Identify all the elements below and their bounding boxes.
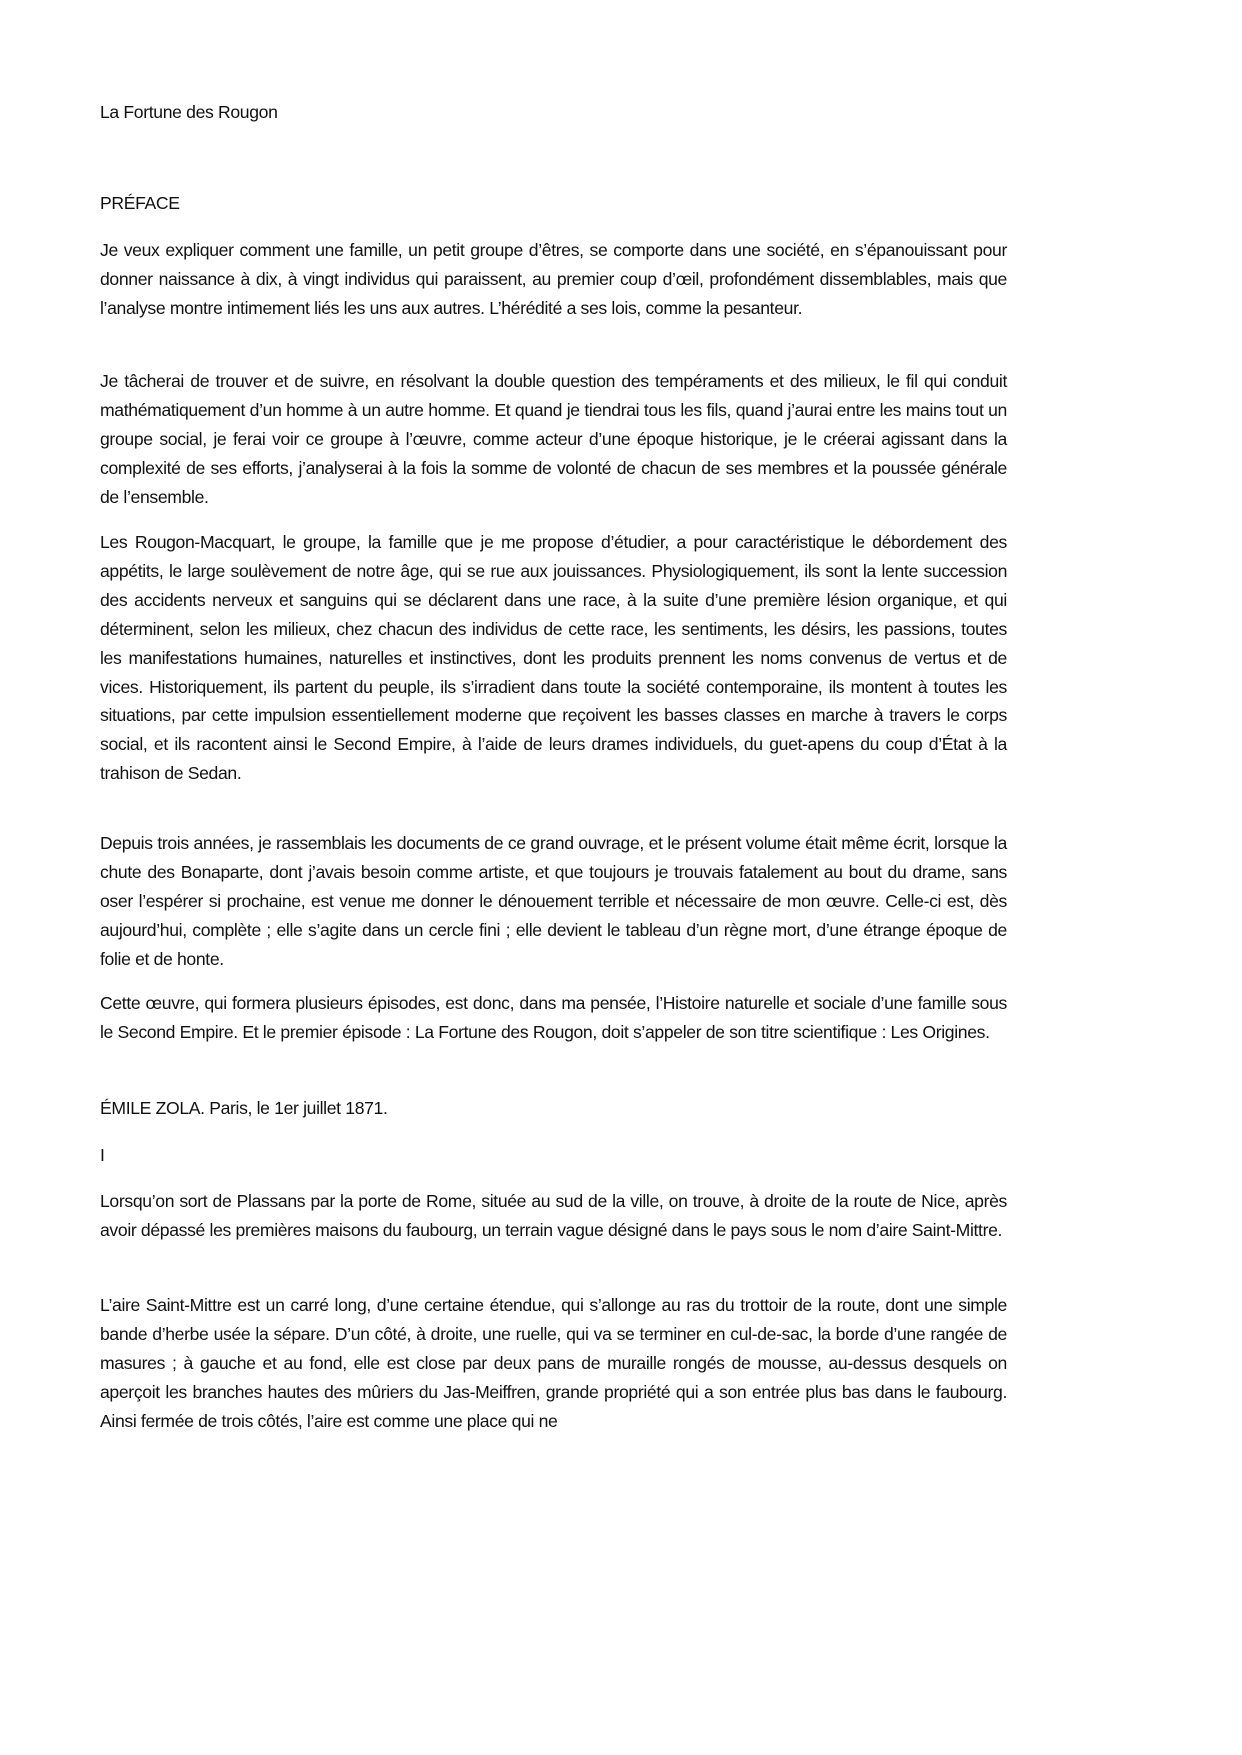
author-signature: ÉMILE ZOLA. Paris, le 1er juillet 1871. (100, 1098, 388, 1118)
preface-paragraph: Je veux expliquer comment une famille, un petit groupe d’êtres, se comporte dans une société, en s’épanouissant pour donner naissance à dix, à vingt individus qui paraissent, au premier coup d’œil, profondément dissemblables, mais que l’analyse montre intimement liés les uns aux autres. L’hérédité a ses lois, comme la pesanteur. (100, 240, 1007, 318)
chapter-number: I (100, 1145, 105, 1165)
preface-paragraph: Les Rougon-Macquart, le groupe, la famille que je me propose d’étudier, a pour caractéristique le débordement des appétits, le large soulèvement de notre âge, qui se rue aux jouissances. Physiologiquement, ils sont la lente succession des accidents nerveux et sanguins qui se déclarent dans une race, à la suite d’une première lésion organique, et qui déterminent, selon les milieux, chez chacun des individus de cette race, les sentiments, les désirs, les passions, toutes les manifestations humaines, naturelles et instinctives, dont les produits prennent les noms convenus de vertus et de vices. Historiquement, ils partent du peuple, ils s’irradient dans toute la société contemporaine, ils montent à toutes les situations, par cette impulsion essentiellement moderne que reçoivent les basses classes en marche à travers le corps social, et ils racontent ainsi le Second Empire, à l’aide de leurs drames individuels, du guet-apens du coup d’État à la trahison de Sedan. (100, 532, 1007, 784)
preface-paragraph: Cette œuvre, qui formera plusieurs épisodes, est donc, dans ma pensée, l’Histoire naturelle et sociale d’une famille sous le Second Empire. Et le premier épisode : La Fortune des Rougon, doit s’appeler de son titre scientifique : Les Origines. (100, 993, 1007, 1042)
document-title: La Fortune des Rougon (100, 102, 278, 122)
preface-paragraph: Depuis trois années, je rassemblais les documents de ce grand ouvrage, et le présent volume était même écrit, lorsque la chute des Bonaparte, dont j’avais besoin comme artiste, et que toujours je trouvais fatalement au bout du drame, sans oser l’espérer si prochaine, est venue me donner le dénouement terrible et nécessaire de mon œuvre. Celle-ci est, dès aujourd’hui, complète ; elle s’agite dans un cercle fini ; elle devient le tableau d’un règne mort, d’une étrange époque de folie et de honte. (100, 833, 1007, 969)
preface-paragraph: Je tâcherai de trouver et de suivre, en résolvant la double question des tempéraments et des milieux, le fil qui conduit mathématiquement d’un homme à un autre homme. Et quand je tiendrai tous les fils, quand j’aurai entre les mains tout un groupe social, je ferai voir ce groupe à l’œuvre, comme acteur d’une époque historique, je le créerai agissant dans la complexité de ses efforts, j’analyserai à la fois la somme de volonté de chacun de ses membres et la poussée générale de l’ensemble. (100, 371, 1007, 507)
chapter-paragraph: L’aire Saint-Mittre est un carré long, d’une certaine étendue, qui s’allonge au ras du trottoir de la route, dont une simple bande d’herbe usée la sépare. D’un côté, à droite, une ruelle, qui va se terminer en cul-de-sac, la borde d’une rangée de masures ; à gauche et au fond, elle est close par deux pans de muraille rongés de mousse, au-dessus desquels on aperçoit les branches hautes des mûriers du Jas-Meiffren, grande propriété qui a son entrée plus bas dans le faubourg. Ainsi fermée de trois côtés, l’aire est comme une place qui ne (100, 1295, 1007, 1431)
chapter-paragraph: Lorsqu’on sort de Plassans par la porte de Rome, située au sud de la ville, on trouve, à droite de la route de Nice, après avoir dépassé les premières maisons du faubourg, un terrain vague désigné dans le pays sous le nom d’aire Saint-Mittre. (100, 1191, 1007, 1240)
preface-heading: PRÉFACE (100, 193, 180, 213)
